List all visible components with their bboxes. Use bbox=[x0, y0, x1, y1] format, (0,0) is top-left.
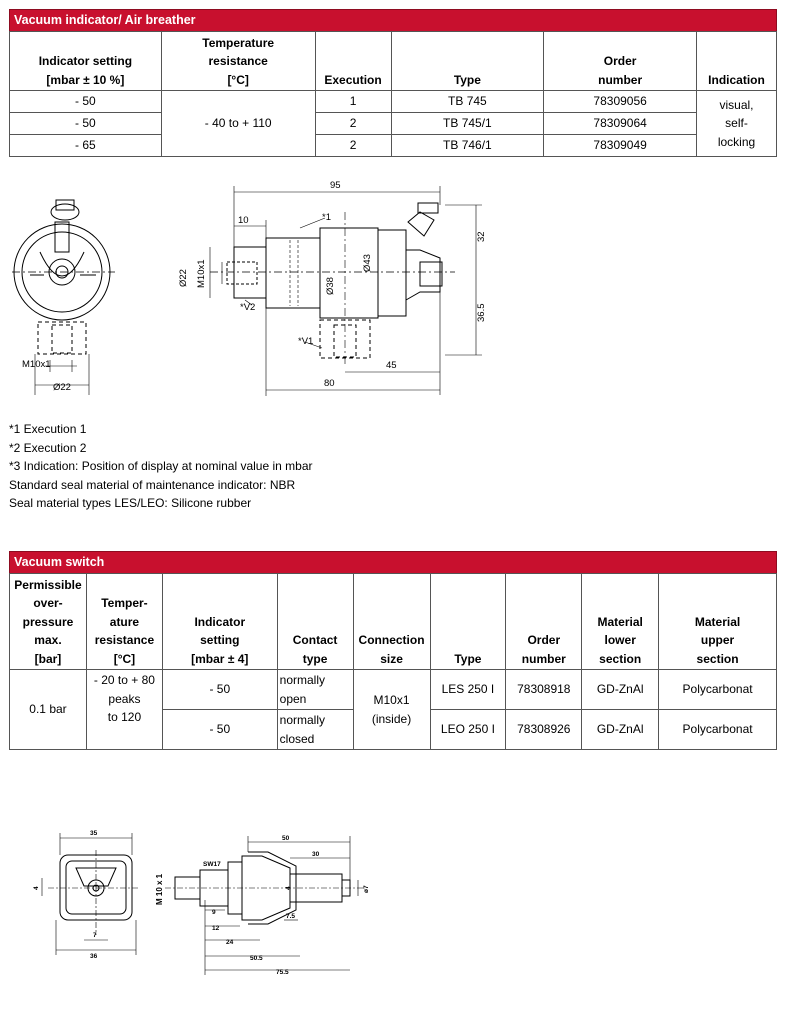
header-overpressure: Permissible over- pressure max. [bar] bbox=[10, 574, 87, 670]
cell-contact: normally open bbox=[277, 670, 353, 710]
dim-front-phi22: Ø22 bbox=[53, 382, 71, 393]
cell-connection: M10x1 (inside) bbox=[353, 670, 430, 750]
dim-4: 4 bbox=[33, 886, 40, 890]
mark-v2: *V2 bbox=[240, 302, 256, 313]
header-contact-type: Contact type bbox=[277, 574, 353, 670]
header-indication: Indication bbox=[697, 32, 777, 91]
dim-m10x1-switch: M 10 x 1 bbox=[155, 873, 164, 905]
note-line: Standard seal material of maintenance indicator: NBR bbox=[9, 477, 296, 492]
section-title-vacuum-indicator: Vacuum indicator/ Air breather bbox=[9, 9, 777, 32]
header-temperature: Temperature resistance [°C] bbox=[161, 32, 315, 91]
cell-execution: 2 bbox=[315, 135, 391, 157]
cell-indication: visual, self- locking bbox=[697, 91, 777, 157]
dim-front-m10x1: M10x1 bbox=[22, 359, 51, 370]
header-type: Type bbox=[430, 574, 506, 670]
header-type: Type bbox=[391, 32, 544, 91]
cell-temperature: - 40 to + 110 bbox=[161, 91, 315, 157]
dim-phi22-side: Ø22 bbox=[178, 269, 189, 287]
dim-m10x1-side: M10x1 bbox=[196, 259, 207, 288]
cell-order: 78309049 bbox=[544, 135, 697, 157]
table-row bbox=[10, 91, 777, 113]
cell-lower: GD-ZnAl bbox=[582, 710, 659, 750]
cell-order: 78309064 bbox=[544, 113, 697, 135]
dim-7-5: 7.5 bbox=[286, 913, 296, 920]
vacuum-indicator-table bbox=[9, 31, 777, 157]
switch-side-view bbox=[165, 836, 365, 975]
header-execution: Execution bbox=[315, 32, 391, 91]
header-order-number: Order number bbox=[544, 32, 697, 91]
dim-75-5: 75.5 bbox=[276, 969, 289, 976]
header-indicator-setting: Indicator setting [mbar ± 10 %] bbox=[10, 32, 162, 91]
dim-36: 36 bbox=[90, 953, 98, 960]
cell-type: TB 746/1 bbox=[391, 135, 544, 157]
dim-10: 10 bbox=[238, 215, 249, 226]
dim-30: 30 bbox=[312, 851, 320, 858]
dim-50: 50 bbox=[282, 835, 290, 842]
table-row bbox=[10, 670, 777, 710]
header-indicator-setting: Indicator setting [mbar ± 4] bbox=[162, 574, 277, 670]
dim-phi43: Ø43 bbox=[362, 254, 373, 272]
cell-execution: 1 bbox=[315, 91, 391, 113]
cell-temperature: - 20 to + 80 peaks to 120 bbox=[86, 670, 162, 750]
cell-setting: - 50 bbox=[162, 710, 277, 750]
vacuum-switch-drawing bbox=[0, 825, 786, 985]
dim-95: 95 bbox=[330, 180, 341, 191]
cell-execution: 2 bbox=[315, 113, 391, 135]
dim-sw17: SW17 bbox=[203, 861, 221, 868]
note-line: Seal material types LES/LEO: Silicone rubber bbox=[9, 496, 252, 510]
mark-execution-1: *1 bbox=[322, 212, 331, 223]
header-material-upper: Material upper section bbox=[659, 574, 777, 670]
dim-80: 80 bbox=[324, 378, 335, 389]
cell-type: LES 250 I bbox=[430, 670, 506, 710]
table-header-row bbox=[10, 574, 777, 670]
note-line: *1 Execution 1 bbox=[9, 422, 87, 436]
mark-v1: *V1 bbox=[298, 336, 314, 347]
vacuum-switch-table bbox=[9, 573, 777, 750]
header-temperature: Temper- ature resistance [°C] bbox=[86, 574, 162, 670]
vacuum-indicator-drawing bbox=[0, 170, 786, 405]
dim-phi38: Ø38 bbox=[325, 277, 336, 295]
dim-32: 32 bbox=[476, 231, 487, 242]
table-row bbox=[10, 113, 777, 135]
dim-12: 12 bbox=[212, 925, 220, 932]
dim-phi7: ø7 bbox=[363, 885, 370, 893]
dim-9: 9 bbox=[212, 909, 216, 916]
header-material-lower: Material lower section bbox=[582, 574, 659, 670]
cell-type: LEO 250 I bbox=[430, 710, 506, 750]
dim-45: 45 bbox=[386, 360, 397, 371]
side-view bbox=[210, 186, 482, 396]
dim-50-5: 50.5 bbox=[250, 955, 263, 962]
dim-24: 24 bbox=[226, 939, 234, 946]
header-order-number: Order number bbox=[506, 574, 582, 670]
cell-type: TB 745 bbox=[391, 91, 544, 113]
cell-lower: GD-ZnAl bbox=[582, 670, 659, 710]
cell-order: 78309056 bbox=[544, 91, 697, 113]
table-header-row bbox=[10, 32, 777, 91]
cell-setting: - 50 bbox=[162, 670, 277, 710]
cell-overpressure: 0.1 bar bbox=[10, 670, 87, 750]
table-row bbox=[10, 135, 777, 157]
cell-upper: Polycarbonat bbox=[659, 710, 777, 750]
note-line: *2 Execution 2 bbox=[9, 440, 87, 455]
cell-order: 78308918 bbox=[506, 670, 582, 710]
cell-setting: - 50 bbox=[10, 113, 162, 135]
dim-4-side: 4 bbox=[285, 886, 292, 890]
cell-upper: Polycarbonat bbox=[659, 670, 777, 710]
switch-front-view bbox=[42, 833, 140, 955]
dim-35: 35 bbox=[90, 830, 98, 837]
dim-7: 7 bbox=[93, 932, 97, 939]
cell-order: 78308926 bbox=[506, 710, 582, 750]
header-connection-size: Connection size bbox=[353, 574, 430, 670]
section-title-vacuum-switch: Vacuum switch bbox=[9, 551, 777, 574]
cell-setting: - 50 bbox=[10, 91, 162, 113]
cell-type: TB 745/1 bbox=[391, 113, 544, 135]
cell-contact: normally closed bbox=[277, 710, 353, 750]
dim-36-5: 36.5 bbox=[476, 303, 487, 322]
note-line: *3 Indication: Position of display at nominal value in mbar bbox=[9, 459, 313, 473]
footnotes bbox=[9, 420, 313, 513]
cell-setting: - 65 bbox=[10, 135, 162, 157]
